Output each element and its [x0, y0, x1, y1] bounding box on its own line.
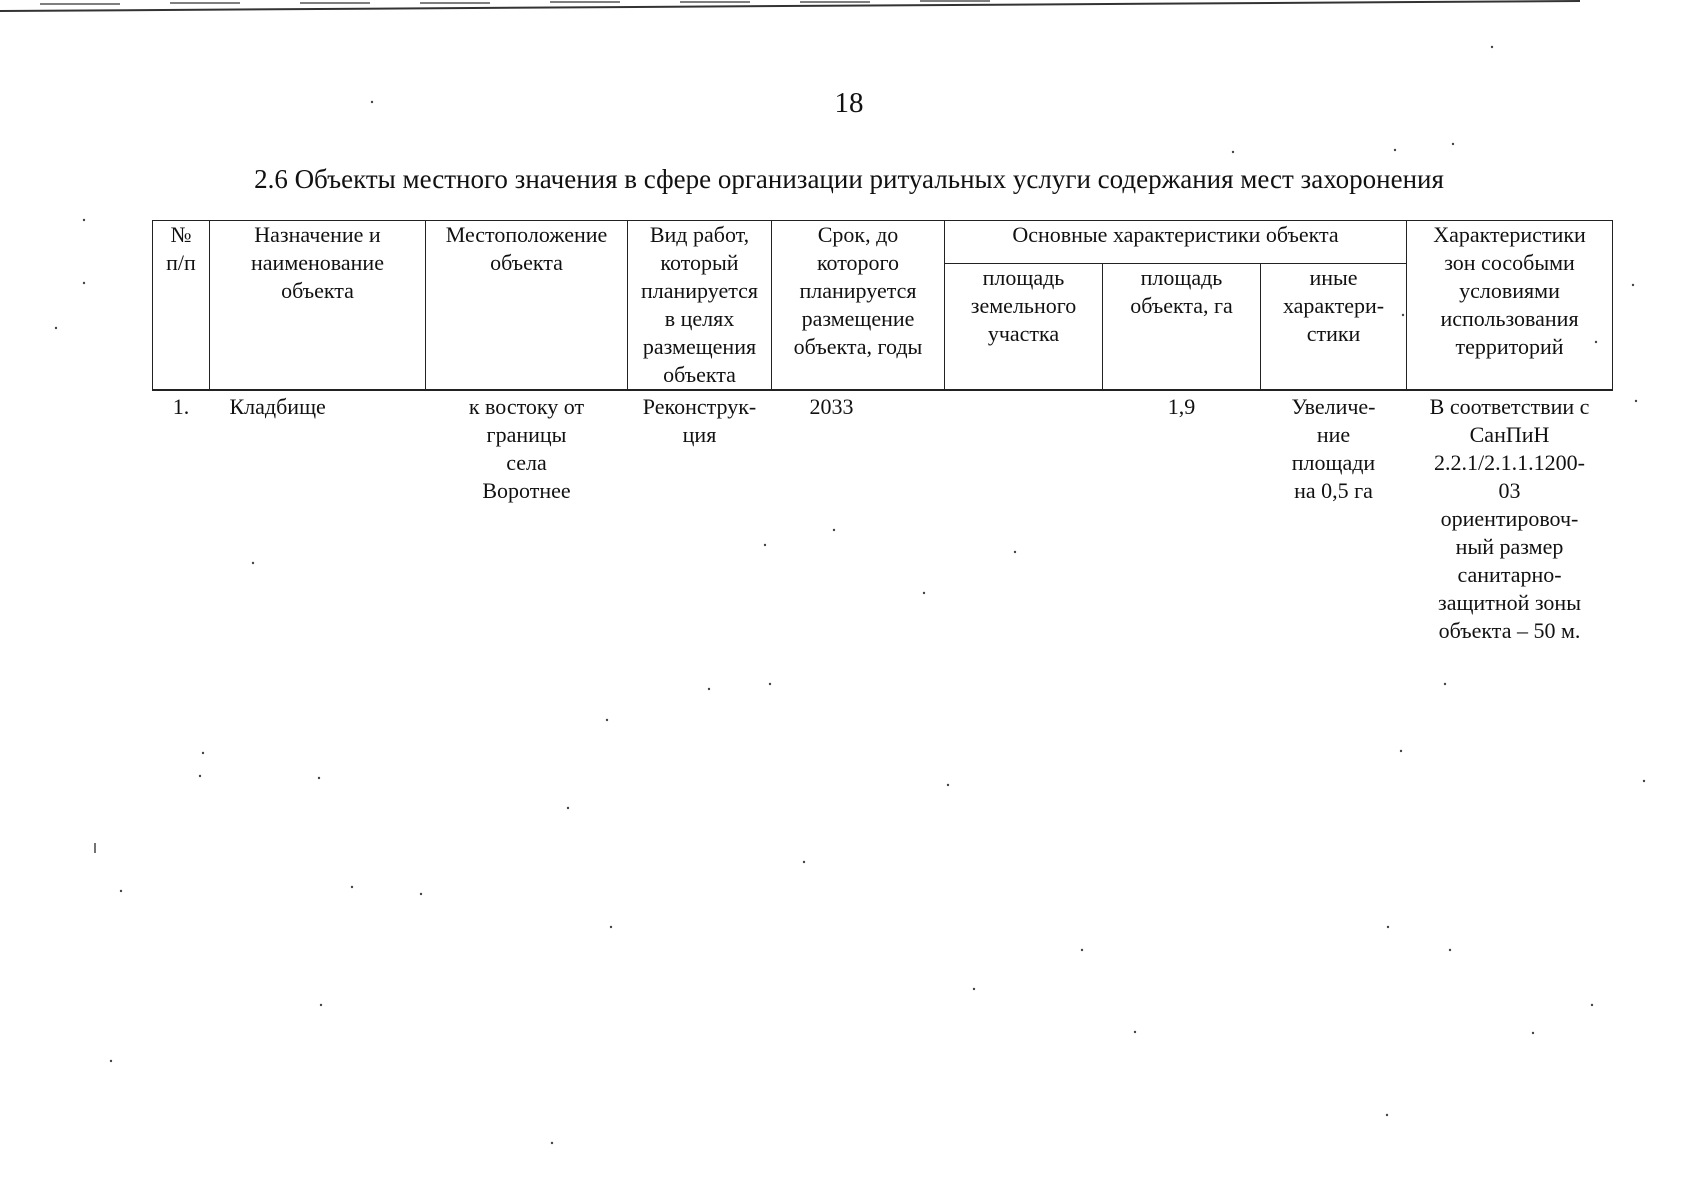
cell-work-type: Реконструк- ция [642, 394, 757, 447]
cell-deadline: 2033 [809, 394, 854, 419]
header-other: иные характери- стики [1261, 263, 1407, 390]
cell-land-area [945, 390, 1103, 645]
cell-object-area: 1,9 [1167, 394, 1196, 419]
header-purpose: Назначение и наименование объекта [210, 221, 426, 391]
cell-location: к востоку от границы села Воротнее [468, 394, 585, 503]
cell-purpose: Кладбище [229, 394, 326, 419]
header-zones: Характеристики зон сособыми условиями использования территорий [1407, 221, 1613, 391]
header-land-area: площадь земельного участка [945, 263, 1103, 390]
header-location: Местоположение объекта [426, 221, 628, 391]
header-num: № п/п [153, 221, 210, 391]
table-row [153, 390, 1613, 645]
header-deadline: Срок, до которого планируется размещение объекта, годы [772, 221, 945, 391]
header-object-area: площадь объекта, га [1103, 263, 1261, 390]
cell-num: 1. [172, 394, 190, 419]
header-main-characteristics: Основные характеристики объекта [945, 221, 1407, 264]
cell-other: Увеличе- ние площади на 0,5 га [1291, 394, 1376, 503]
page-number: 18 [834, 87, 864, 119]
section-title: 2.6 Объекты местного значения в сфере организации ритуальных услуги содержания мест захоронения [254, 164, 1444, 194]
objects-table [152, 220, 1613, 645]
cell-zones: В соответствии с СанПиН 2.2.1/2.1.1.1200- 03 ориентировоч- ный размер санитарно- защитной зоны объекта – 50 м. [1429, 394, 1590, 643]
header-work-type: Вид работ, который планируется в целях размещения объекта [628, 221, 772, 391]
table-header [153, 221, 1613, 391]
top-border-rule [0, 0, 1580, 14]
